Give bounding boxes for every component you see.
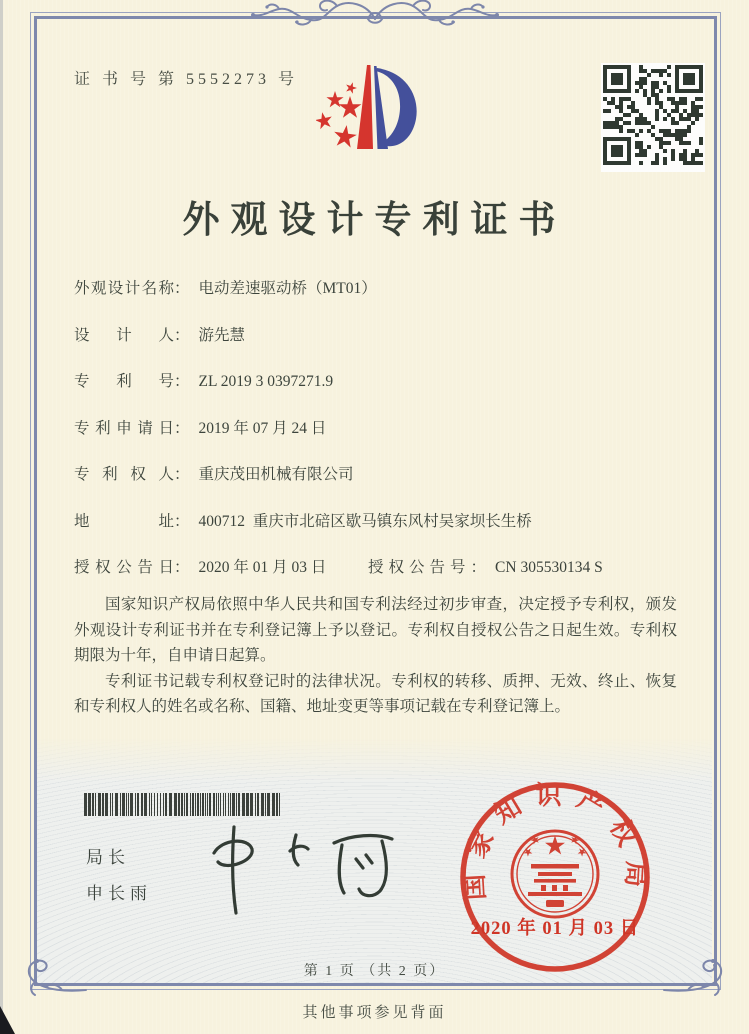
field-design-name [74, 276, 377, 298]
field-value: 电动差速驱动桥（MT01） [198, 280, 377, 297]
legal-paragraph-1: 国家知识产权局依照中华人民共和国专利法经过初步审查，决定授予专利权，颁发外观设计专利证书并在专利登记簿上予以登记。专利权自授权公告之日起生效。专利权期限为十年，自申请日起算。 [74, 596, 677, 665]
field-grant-number [368, 555, 603, 577]
field-colon: ： [174, 373, 190, 390]
seal-date: 2020 年 01 月 03 日 [470, 919, 640, 939]
field-value: 2019 年 07 月 24 日 [198, 420, 327, 437]
field-value: 400712 重庆市北碚区歇马镇东风村吴家坝长生桥 [198, 513, 532, 530]
field-value: ZL 2019 3 0397271.9 [198, 373, 334, 390]
field-label: 外观设计名称 [74, 280, 174, 297]
field-grant-date [74, 555, 326, 577]
page-number: 第 1 页 （共 2 页） [303, 964, 446, 979]
field-label: 专利权人 [74, 466, 174, 483]
back-side-note: 其他事项参见背面 [302, 1005, 447, 1021]
qr-code-icon [601, 63, 705, 172]
field-colon: ： [470, 559, 487, 576]
barcode-icon [84, 793, 284, 816]
field-patentee [74, 462, 354, 484]
field-label: 地址 [74, 513, 174, 530]
flourish-ornament-icon [250, 0, 500, 32]
director-name: 申长雨 [86, 884, 152, 903]
director-title: 局长 [86, 848, 130, 867]
national-emblem-icon [512, 831, 598, 917]
cnipa-logo-icon [316, 44, 446, 174]
field-value: CN 305530134 S [495, 559, 603, 576]
field-value: 重庆茂田机械有限公司 [198, 466, 354, 483]
official-seal [458, 780, 652, 974]
certificate-title: 外观设计专利证书 [182, 200, 567, 241]
field-label: 授权公告号 [368, 559, 471, 576]
legal-text [74, 592, 677, 720]
field-colon: ： [174, 466, 190, 483]
field-label: 专利申请日 [74, 420, 174, 437]
field-label: 设计人 [74, 327, 174, 344]
field-label: 授权公告日 [74, 559, 174, 576]
field-patent-number [74, 369, 333, 391]
field-colon: ： [174, 327, 190, 344]
field-colon: ： [174, 559, 190, 576]
field-value: 2020 年 01 月 03 日 [198, 559, 327, 576]
scan-edge [0, 0, 3, 1034]
field-colon: ： [174, 280, 190, 297]
field-filing-date [74, 416, 326, 438]
corner-flourish-icon [662, 952, 728, 1001]
field-value: 游先慧 [198, 327, 246, 344]
seal-org-text: 国家知识产权局 [459, 781, 651, 901]
field-colon: ： [174, 420, 190, 437]
legal-paragraph-2: 专利证书记载专利权登记时的法律状况。专利权的转移、质押、无效、终止、恢复和专利权人的姓名或名称、国籍、地址变更等事项记载在专利登记簿上。 [74, 672, 677, 716]
corner-flourish-icon [22, 952, 88, 1001]
signature-icon [196, 815, 406, 925]
director-block [86, 840, 152, 912]
field-label: 专利号 [74, 373, 174, 390]
field-address [74, 509, 532, 531]
certificate-number: 证 书 号 第 5552273 号 [74, 71, 299, 88]
field-colon: ： [174, 513, 190, 530]
field-designer [74, 323, 245, 345]
